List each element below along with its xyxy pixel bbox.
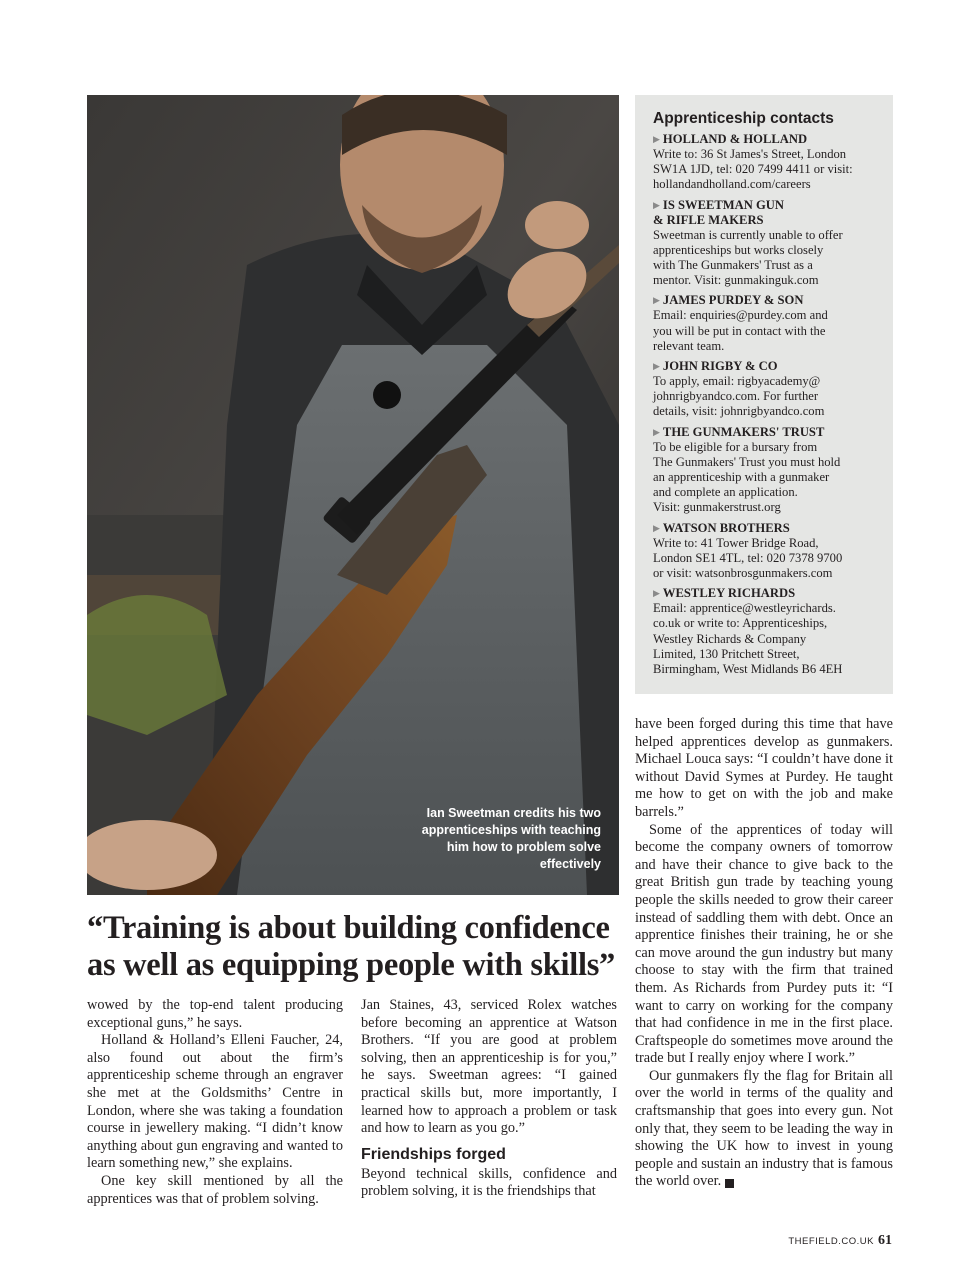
contact-details: Email: apprentice@westleyrichards. co.uk or write to: Apprenticeships, Westley Richards & Company Limited, 130 Pritchett Street, Birmingham, West Midlands B6 4EH [653,601,843,677]
contact-entry [653,425,879,516]
apprenticeship-contacts-box [635,95,893,694]
contact-details: Sweetman is currently unable to offer apprenticeships but works closely with The Gunmakers' Trust as a mentor. Visit: gunmakinguk.com [653,227,843,288]
arrow-icon: ▶ [653,426,660,437]
contact-name: JOHN RIGBY & CO [662,359,778,374]
contact-entry [653,586,879,677]
section-subhead: Friendships forged [361,1145,506,1163]
contact-details: To apply, email: rigbyacademy@ johnrigbyandco.com. For further details, visit: johnrigbyandco.com [653,374,825,419]
paragraph: Holland & Holland’s Elleni Faucher, 24, also found out about the firm’s apprenticeship scheme through an engraver she met at the Goldsmiths’ Centre in London, where she was taking a foundation course in jewellery making. “I didn’t know anything about gun engraving and wanted to learn something new,” she explains. [87,1032,343,1172]
page-number: 61 [878,1233,892,1248]
contacts-title: Apprenticeship contacts [653,110,834,127]
contact-name: HOLLAND & HOLLAND [662,132,808,146]
feature-photo [87,95,619,895]
paragraph: One key skill mentioned by all the apprentices was that of problem solving. [87,1172,343,1207]
paragraph [635,1068,893,1191]
contact-details: To be eligible for a bursary from The Gunmakers' Trust you must hold an apprenticeship with a gunmaker and complete an application. Visit: gunmakerstrust.org [653,439,841,515]
arrow-icon: ▶ [653,361,660,372]
body-column-3 [635,716,893,1191]
site-url: THEFIELD.CO.UK [788,1236,874,1247]
contact-name: WESTLEY RICHARDS [662,586,796,601]
contact-entry [653,293,879,354]
arrow-icon: ▶ [653,199,660,210]
arrow-icon: ▶ [653,134,660,144]
pull-quote: “Training is about building confidence as well as equipping people with skills” [87,910,615,983]
arrow-icon: ▶ [653,522,660,533]
contact-entry [653,198,879,289]
paragraph: wowed by the top-end talent producing exceptional guns,” he says. [87,997,343,1031]
paragraph: Jan Staines, 43, serviced Rolex watches before becoming an apprentice at Watson Brothers. “If you are good at problem solving, then an apprenticeship is for you,” he says. Sweetman agrees: “I gained practical skills but, more importantly, I learned how to approach a problem or task and how to learn as you go.” [361,997,617,1137]
contact-name: WATSON BROTHERS [662,520,790,535]
contact-details: Write to: 41 Tower Bridge Road, London SE1 4TL, tel: 020 7378 9700 or visit: watsonbrosgunmakers.com [653,535,843,581]
contact-entry [653,359,879,420]
paragraph: Beyond technical skills, confidence and problem solving, it is the friendships that [361,1165,617,1200]
paragraph: have been forged during this time that have helped apprentices develop as gunmakers. Michael Louca says: “I couldn’t have done it without David Symes at Purdey. He taught me how to get on with the job and make barrels.” [635,716,893,820]
end-mark-icon: F [725,1179,734,1188]
contact-details: Write to: 36 St James's Street, London SW1A 1JD, tel: 020 7499 4411 or visit: hollandandholland.com/careers [653,147,853,192]
arrow-icon: ▶ [653,295,660,306]
contact-name: JAMES PURDEY & SON [662,293,804,308]
contact-name: IS SWEETMAN GUN & RIFLE MAKERS [653,197,784,227]
arrow-icon: ▶ [653,588,660,599]
paragraph: Some of the apprentices of today will become the company owners of tomorrow and have their chance to give back to the great British gun trade by teaching young people the skills needed to grow their career instead of saddling them with debt. Once an apprentice finishes their training, he or she can move around the gun industry but many choose to stay with the firm that trained them. As Richards from Purdey puts it: “I want to carry on working for the company that had confidence in me in the first place. Craftspeople do sometimes move around the trade but I really enjoy where I work.” [635,821,893,1067]
body-column-1 [87,997,343,1208]
page-footer [788,1233,892,1249]
photo-caption: Ian Sweetman credits his two apprenticeships with teaching him how to problem solve effectively [421,806,601,871]
body-column-2 [361,997,617,1201]
contact-entry [653,132,879,193]
contact-name: THE GUNMAKERS' TRUST [662,424,825,439]
paragraph-text: Our gunmakers fly the flag for Britain all over the world in terms of the quality and craftsmanship that goes into every gun. Not only that, they seem to be leading the way in showing the UK how to invest in young people and sustain an industry that is famous the world over. [635,1067,893,1190]
contact-entry [653,521,879,582]
contact-details: Email: enquiries@purdey.com and you will be put in contact with the relevant team. [653,308,828,353]
gunmaker-photo-illustration [87,95,619,895]
